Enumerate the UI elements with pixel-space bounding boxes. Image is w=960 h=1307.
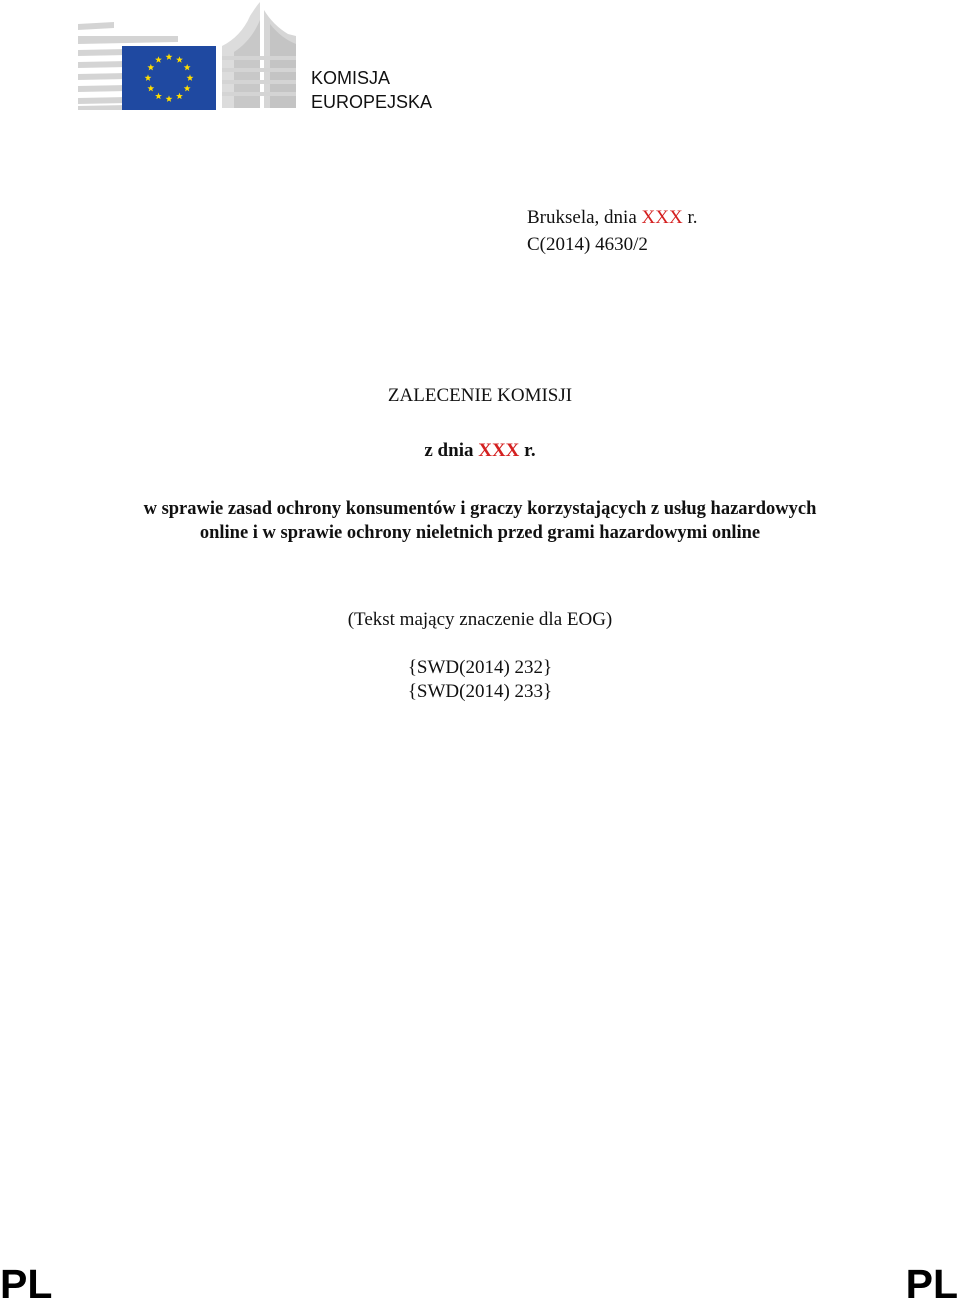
place-and-date	[527, 206, 697, 230]
date-placeholder: XXX	[641, 207, 683, 228]
swd-reference-2: {SWD(2014) 233}	[407, 681, 553, 702]
subject-line-1: w sprawie zasad ochrony konsumentów i graczy korzystających z usług hazardowych	[143, 499, 817, 519]
swd-reference-1: {SWD(2014) 232}	[407, 657, 553, 678]
language-code-right: PL	[905, 1261, 958, 1307]
language-code-left: PL	[0, 1261, 53, 1307]
place-prefix: Bruksela, dnia	[527, 207, 642, 228]
eea-relevance-note: (Tekst mający znaczenie dla EOG)	[347, 609, 613, 630]
organization-name-line1: KOMISJA	[311, 68, 391, 88]
document-subject	[0, 497, 960, 545]
document-date-suffix: r.	[519, 440, 536, 461]
document-type-title: ZALECENIE KOMISJI	[387, 385, 573, 406]
document-date-prefix: z dnia	[424, 440, 479, 461]
subject-line-2: online i w sprawie ochrony nieletnich przed grami hazardowymi online	[199, 523, 761, 543]
document-date	[0, 439, 960, 463]
document-reference: C(2014) 4630/2	[527, 234, 648, 255]
organization-name-line2: EUROPEJSKA	[311, 92, 433, 112]
date-suffix: r.	[682, 207, 698, 228]
document-date-placeholder: XXX	[478, 440, 520, 461]
european-commission-logo-icon	[74, 0, 302, 114]
